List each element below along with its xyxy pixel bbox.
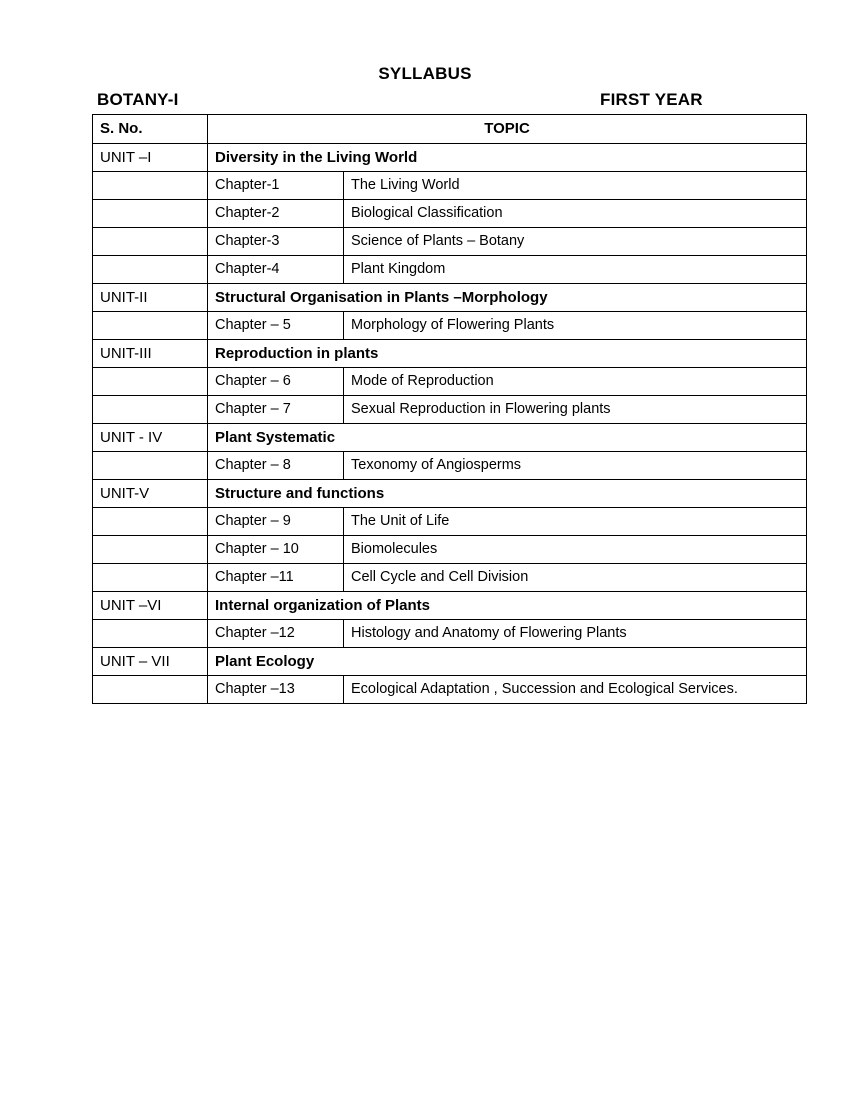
- table-row-chapter: [93, 452, 807, 480]
- unit-number-blank: [93, 396, 208, 424]
- table-row-chapter: [93, 620, 807, 648]
- table-row-chapter: [93, 200, 807, 228]
- unit-number-blank: [93, 564, 208, 592]
- table-row-chapter: [93, 368, 807, 396]
- table-header-row: [93, 115, 807, 144]
- table-row-chapter: [93, 676, 807, 704]
- table-row-chapter: [93, 228, 807, 256]
- unit-number: UNIT - IV: [93, 424, 208, 452]
- chapter-number: Chapter-3: [208, 228, 344, 256]
- chapter-number: Chapter-2: [208, 200, 344, 228]
- unit-number-blank: [93, 508, 208, 536]
- chapter-topic: Cell Cycle and Cell Division: [344, 564, 807, 592]
- chapter-number: Chapter-1: [208, 172, 344, 200]
- unit-number-blank: [93, 200, 208, 228]
- chapter-topic: Morphology of Flowering Plants: [344, 312, 807, 340]
- chapter-topic: Plant Kingdom: [344, 256, 807, 284]
- chapter-topic: The Living World: [344, 172, 807, 200]
- chapter-number: Chapter –11: [208, 564, 344, 592]
- unit-number-blank: [93, 256, 208, 284]
- chapter-topic: The Unit of Life: [344, 508, 807, 536]
- chapter-topic: Biomolecules: [344, 536, 807, 564]
- table-row-chapter: [93, 564, 807, 592]
- unit-number-blank: [93, 620, 208, 648]
- unit-title: Internal organization of Plants: [208, 592, 807, 620]
- subject-year-heading: [92, 90, 806, 112]
- unit-number: UNIT –VI: [93, 592, 208, 620]
- subject-title: BOTANY-I: [97, 90, 179, 109]
- chapter-number: Chapter – 5: [208, 312, 344, 340]
- unit-number-blank: [93, 452, 208, 480]
- chapter-number: Chapter – 7: [208, 396, 344, 424]
- unit-number-blank: [93, 368, 208, 396]
- unit-title: Structure and functions: [208, 480, 807, 508]
- chapter-topic: Sexual Reproduction in Flowering plants: [344, 396, 807, 424]
- table-row-unit: [93, 592, 807, 620]
- unit-number-blank: [93, 536, 208, 564]
- year-title: FIRST YEAR: [600, 90, 703, 109]
- page-title: SYLLABUS: [378, 64, 472, 83]
- table-row-unit: [93, 144, 807, 172]
- chapter-number: Chapter –13: [208, 676, 344, 704]
- unit-title: Reproduction in plants: [208, 340, 807, 368]
- table-row-chapter: [93, 312, 807, 340]
- unit-number: UNIT-V: [93, 480, 208, 508]
- chapter-topic: Mode of Reproduction: [344, 368, 807, 396]
- chapter-number: Chapter – 8: [208, 452, 344, 480]
- syllabus-table-body: [93, 115, 807, 704]
- table-row-chapter: [93, 256, 807, 284]
- column-header-topic: TOPIC: [208, 115, 807, 144]
- column-header-sno: S. No.: [93, 115, 208, 144]
- unit-title: Plant Ecology: [208, 648, 807, 676]
- table-row-unit: [93, 340, 807, 368]
- unit-number-blank: [93, 676, 208, 704]
- chapter-number: Chapter – 9: [208, 508, 344, 536]
- unit-title: Plant Systematic: [208, 424, 807, 452]
- table-row-chapter: [93, 172, 807, 200]
- table-row-chapter: [93, 508, 807, 536]
- chapter-number: Chapter – 6: [208, 368, 344, 396]
- chapter-topic: Histology and Anatomy of Flowering Plants: [344, 620, 807, 648]
- unit-number-blank: [93, 312, 208, 340]
- chapter-topic: Texonomy of Angiosperms: [344, 452, 807, 480]
- table-row-chapter: [93, 536, 807, 564]
- unit-number: UNIT-II: [93, 284, 208, 312]
- unit-title: Diversity in the Living World: [208, 144, 807, 172]
- table-row-unit: [93, 480, 807, 508]
- unit-number-blank: [93, 172, 208, 200]
- chapter-topic: Ecological Adaptation , Succession and Ecological Services.: [344, 676, 807, 704]
- unit-number: UNIT – VII: [93, 648, 208, 676]
- chapter-number: Chapter-4: [208, 256, 344, 284]
- unit-title: Structural Organisation in Plants –Morphology: [208, 284, 807, 312]
- table-row-unit: [93, 424, 807, 452]
- table-row-unit: [93, 284, 807, 312]
- syllabus-table: [92, 114, 807, 704]
- chapter-number: Chapter – 10: [208, 536, 344, 564]
- table-row-unit: [93, 648, 807, 676]
- unit-number: UNIT-III: [93, 340, 208, 368]
- chapter-number: Chapter –12: [208, 620, 344, 648]
- chapter-topic: Science of Plants – Botany: [344, 228, 807, 256]
- unit-number: UNIT –I: [93, 144, 208, 172]
- chapter-topic: Biological Classification: [344, 200, 807, 228]
- table-row-chapter: [93, 396, 807, 424]
- unit-number-blank: [93, 228, 208, 256]
